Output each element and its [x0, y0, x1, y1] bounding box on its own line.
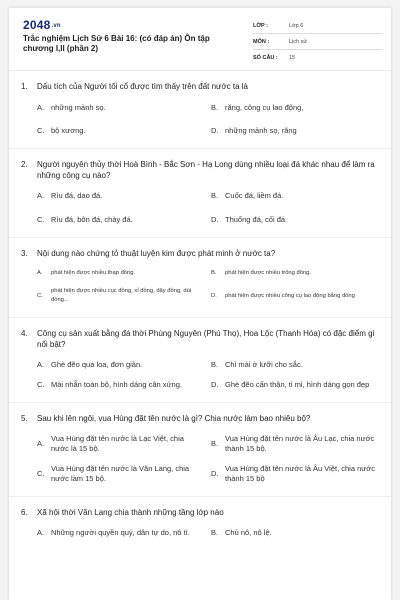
question-text: Xã hội thời Văn Lang chia thành những tầng lớp nào	[37, 508, 224, 517]
option-letter: D.	[211, 215, 219, 224]
question-text: Dấu tích của Người tối cổ được tìm thấy trên đất nước ta là	[37, 82, 249, 91]
option-letter: C.	[37, 292, 43, 299]
options	[37, 191, 377, 225]
options	[37, 103, 377, 136]
question-3	[9, 248, 391, 305]
meta-label: SỐ CÂU :	[253, 55, 278, 61]
question-number: 6.	[21, 508, 28, 517]
question-stem	[21, 413, 377, 424]
option-text: Vua Hùng đặt tên nước là Âu Việt, chia nước thành 15 bộ	[225, 464, 375, 483]
meta-label: LỚP :	[253, 22, 268, 29]
option-c[interactable]	[37, 215, 203, 225]
option-letter: A.	[37, 270, 43, 276]
option-letter: C.	[37, 469, 45, 478]
meta-row-class	[253, 18, 383, 34]
option-text: Chỉ mài ở lưỡi cho sắc.	[225, 360, 303, 369]
question-stem	[21, 248, 377, 259]
option-b[interactable]	[211, 528, 377, 538]
header-divider	[9, 70, 391, 71]
meta-row-subject	[253, 34, 383, 50]
option-letter: A.	[37, 439, 45, 448]
question-divider	[9, 317, 391, 318]
option-letter: A.	[37, 103, 45, 112]
site-logo[interactable]	[23, 18, 61, 32]
option-c[interactable]	[37, 380, 203, 390]
option-text: Những người quyền quý, dân tự do, nô tì.	[51, 528, 190, 537]
option-d[interactable]	[211, 215, 377, 225]
option-b[interactable]	[211, 191, 377, 201]
option-b[interactable]	[211, 269, 377, 278]
option-letter: B.	[211, 360, 219, 369]
option-d[interactable]	[211, 126, 377, 136]
option-letter: B.	[211, 103, 219, 112]
question-divider	[9, 496, 391, 497]
option-letter: B.	[211, 270, 217, 276]
option-text: phát hiện được nhiều trống đồng.	[225, 270, 312, 276]
option-text: Rìu đá, bôn đá, chày đá.	[51, 215, 133, 224]
option-b[interactable]	[211, 360, 377, 370]
option-text: phát hiện được nhiều thạp đồng.	[51, 270, 136, 276]
option-letter: C.	[37, 215, 45, 224]
option-a[interactable]	[37, 434, 203, 454]
option-letter: C.	[37, 380, 45, 389]
logo-main: 2048	[23, 18, 51, 32]
question-text: Nội dung nào chứng tỏ thuật luyện kim được phát minh ở nước ta?	[37, 249, 276, 258]
meta-label: MÔN :	[253, 38, 270, 45]
question-5	[9, 413, 391, 484]
option-text: Rìu đá, dao đá.	[51, 191, 103, 200]
question-stem	[21, 159, 377, 181]
option-c[interactable]	[37, 464, 203, 484]
options	[37, 360, 377, 390]
option-text: Cuốc đá, liềm đá.	[225, 191, 284, 200]
logo-suffix: .vn	[51, 22, 61, 29]
question-stem	[21, 507, 377, 518]
option-text: Mài nhẵn toàn bộ, hình dáng cân xứng.	[51, 380, 182, 389]
option-text: Ghè đẽo qua loa, đơn giản.	[51, 360, 143, 369]
option-d[interactable]	[211, 287, 377, 305]
question-stem	[21, 81, 377, 92]
question-list	[9, 81, 391, 538]
meta-row-count	[253, 50, 383, 66]
options	[37, 434, 377, 484]
option-c[interactable]	[37, 287, 203, 305]
option-letter: D.	[211, 126, 219, 135]
option-letter: D.	[211, 469, 219, 478]
meta-table	[253, 18, 383, 66]
option-text: những mảnh sọ, răng	[225, 126, 297, 135]
question-divider	[9, 402, 391, 403]
question-4	[9, 328, 391, 390]
question-number: 2.	[21, 160, 28, 169]
option-text: Ghè đẽo cẩn thận, tỉ mỉ, hình dáng gọn đẹp	[225, 380, 370, 389]
header	[9, 8, 391, 70]
option-a[interactable]	[37, 360, 203, 370]
question-divider	[9, 237, 391, 238]
question-divider	[9, 148, 391, 149]
option-c[interactable]	[37, 126, 203, 136]
option-a[interactable]	[37, 528, 203, 538]
option-letter: A.	[37, 191, 45, 200]
option-b[interactable]	[211, 434, 377, 454]
option-a[interactable]	[37, 191, 203, 201]
question-text: Công cụ sản xuất bằng đá thời Phùng Nguyên (Phú Thọ), Hoa Lộc (Thanh Hóa) có đặc điểm gì nổi bật?	[37, 329, 375, 349]
question-number: 1.	[21, 82, 28, 91]
document-sheet	[9, 8, 391, 600]
question-stem	[21, 328, 377, 350]
meta-value: Lớp 6	[289, 22, 304, 29]
option-letter: A.	[37, 528, 45, 537]
question-number: 5.	[21, 414, 28, 423]
option-text: răng, công cụ lao động,	[225, 103, 304, 112]
meta-value: 15	[289, 55, 296, 61]
option-text: Vua Hùng đặt tên nước là Văn Lang, chia nước làm 15 bộ.	[51, 464, 190, 483]
options	[37, 528, 377, 538]
option-text: Vua Hùng đặt tên nước là Lạc Việt, chia nước là 15 bộ.	[51, 434, 184, 453]
option-letter: D.	[211, 380, 219, 389]
option-text: bộ xương.	[51, 126, 86, 135]
question-number: 3.	[21, 249, 28, 258]
option-letter: D.	[211, 292, 217, 299]
option-letter: B.	[211, 528, 219, 537]
option-d[interactable]	[211, 380, 377, 390]
question-2	[9, 159, 391, 225]
option-d[interactable]	[211, 464, 377, 484]
option-a[interactable]	[37, 103, 203, 113]
question-6	[9, 507, 391, 538]
option-a[interactable]	[37, 269, 203, 278]
question-1	[9, 81, 391, 136]
option-text: phát hiện được nhiều công cụ lao động bằng đồng	[225, 292, 355, 299]
option-text: Thuổng đá, cối đá.	[225, 215, 288, 224]
option-b[interactable]	[211, 103, 377, 113]
option-text: phát hiện được nhiều cục đồng, xỉ đồng, dây đồng, dùi đồng...	[51, 288, 192, 303]
option-letter: B.	[211, 191, 219, 200]
option-text: Chủ nô, nô lệ.	[225, 528, 272, 537]
question-text: Người nguyên thủy thời Hoà Bình - Bắc Sơn - Hạ Long dùng nhiều loại đá khác nhau để làm ra những công cụ nào?	[37, 160, 375, 180]
option-letter: B.	[211, 439, 219, 448]
option-text: Vua Hùng đặt tên nước là Âu Lạc, chia nước thành 15 bộ.	[225, 434, 375, 453]
options	[37, 269, 377, 305]
meta-value: Lịch sử	[289, 38, 308, 45]
question-number: 4.	[21, 329, 28, 338]
question-text: Sau khi lên ngôi, vua Hùng đặt tên nước là gì? Chia nước làm bao nhiêu bộ?	[37, 414, 311, 423]
page-title: Trắc nghiệm Lịch Sử 6 Bài 16: (có đáp án) Ôn tập chương I,II (phần 2)	[23, 34, 210, 53]
option-letter: A.	[37, 360, 45, 369]
option-text: những mảnh sọ.	[51, 103, 106, 112]
option-letter: C.	[37, 126, 45, 135]
